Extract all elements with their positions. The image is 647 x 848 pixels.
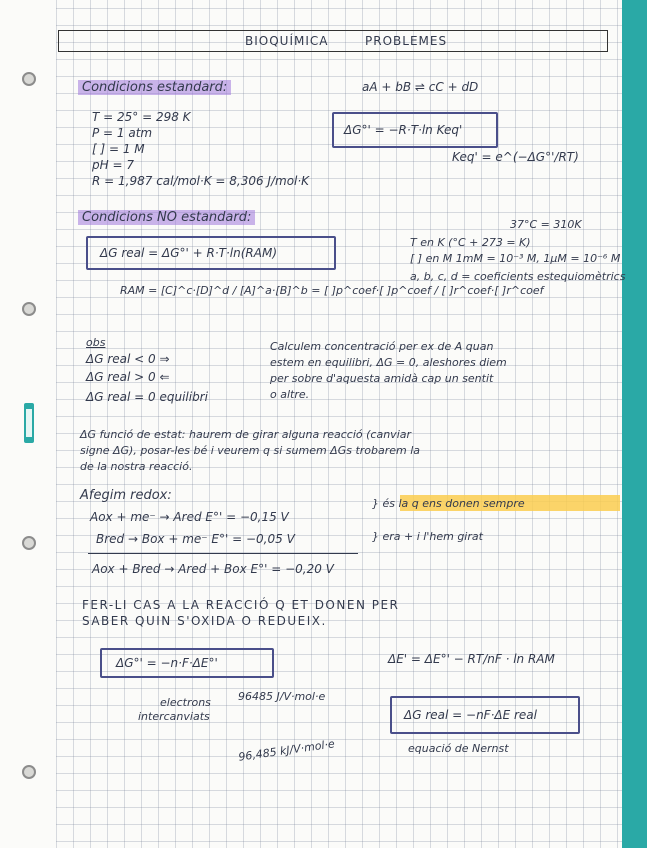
redox-line: Aox + me⁻ → Ared E°' = −0,15 V <box>90 510 289 524</box>
condition-line: P = 1 atm <box>92 126 153 140</box>
obs-item: ΔG real > 0 ⇐ <box>86 370 170 384</box>
paragraph-line: de la nostra reacció. <box>80 460 193 473</box>
paragraph-line: estem en equilibri, ΔG = 0, aleshores diem <box>270 356 507 369</box>
paragraph-line: Calculem concentració per ex de A quan <box>270 340 494 353</box>
nernst-label: equació de Nernst <box>408 742 509 755</box>
formula-box <box>390 696 580 734</box>
section-heading: Condicions NO estandard: <box>78 210 255 225</box>
condition-line: [ ] = 1 M <box>92 142 145 156</box>
ram-formula: RAM = [C]^c·[D]^d / [A]^a·[B]^b = [ ]p^coef·[ ]p^coef / [ ]r^coef·[ ]r^coef <box>120 284 544 297</box>
keq-formula: Keq' = e^(−ΔG°'/RT) <box>452 150 579 164</box>
general-reaction: aA + bB ⇌ cC + dD <box>362 80 479 94</box>
binder-hole <box>22 536 36 550</box>
obs-item: ΔG real = 0 equilibri <box>86 390 208 404</box>
units-note: [ ] en M 1mM = 10⁻³ M, 1μM = 10⁻⁶ M <box>410 252 621 265</box>
sum-rule <box>88 553 358 554</box>
redox-line: Aox + Bred → Ared + Box E°' = −0,20 V <box>92 562 334 576</box>
formula: ΔG°' = −R·T·ln Keq' <box>344 123 463 137</box>
formula: ΔG real = −nF·ΔE real <box>404 708 537 722</box>
obs-label: obs <box>86 336 106 349</box>
section-heading: Afegim redox: <box>80 488 172 503</box>
obs-item: ΔG real < 0 ⇒ <box>86 352 170 366</box>
caps-note: SABER QUIN S'OXIDA O REDUEIX. <box>82 614 327 628</box>
section-heading: Condicions estandard: <box>78 80 231 95</box>
condition-line: R = 1,987 cal/mol·K = 8,306 J/mol·K <box>92 174 310 188</box>
redox-note: } era + i l'hem girat <box>372 530 483 543</box>
faraday-constant-kj: 96,485 kJ/V·mol·e <box>237 737 336 764</box>
formula-box <box>100 648 274 678</box>
condition-line: pH = 7 <box>92 158 134 172</box>
binder-hole <box>22 72 36 86</box>
paragraph-line: signe ΔG), posar-les bé i veurem q si sumem ΔGs trobarem la <box>80 444 421 457</box>
redox-note: } és la q ens donen sempre <box>372 497 525 510</box>
title-subject: BIOQUÍMICA <box>245 34 329 48</box>
redox-line: Bred → Box + me⁻ E°' = −0,05 V <box>96 532 295 546</box>
units-note: T en K (°C + 273 = K) <box>410 236 531 249</box>
units-note: a, b, c, d = coeficients estequiomètrics <box>410 270 626 283</box>
paragraph-line: per sobre d'aquesta amidà cap un sentit <box>270 372 494 385</box>
condition-line: T = 25° = 298 K <box>92 110 191 124</box>
paragraph-line: ΔG funció de estat: haurem de girar alguna reacció (canviar <box>80 428 412 441</box>
caps-note: FER-LI CAS A LA REACCIÓ Q ET DONEN PER <box>82 598 400 612</box>
title-bar <box>58 30 608 52</box>
formula-box <box>332 112 498 148</box>
formula: ΔG real = ΔG°' + R·T·ln(RAM) <box>100 246 277 260</box>
nernst-delta-e: ΔE' = ΔE°' − RT/nF · ln RAM <box>388 652 555 666</box>
formula: ΔG°' = −n·F·ΔE°' <box>116 656 218 670</box>
paragraph-line: o altre. <box>270 388 310 401</box>
units-note: 37°C = 310K <box>510 218 582 231</box>
binder-hole <box>22 765 36 779</box>
faraday-constant: 96485 J/V·mol·e <box>238 690 326 703</box>
electrons-label: intercanviats <box>138 710 210 723</box>
notebook-brand-label <box>24 403 34 443</box>
binder-hole <box>22 302 36 316</box>
electrons-label: electrons <box>160 696 211 709</box>
formula-box <box>86 236 336 270</box>
title-type: PROBLEMES <box>365 34 448 48</box>
